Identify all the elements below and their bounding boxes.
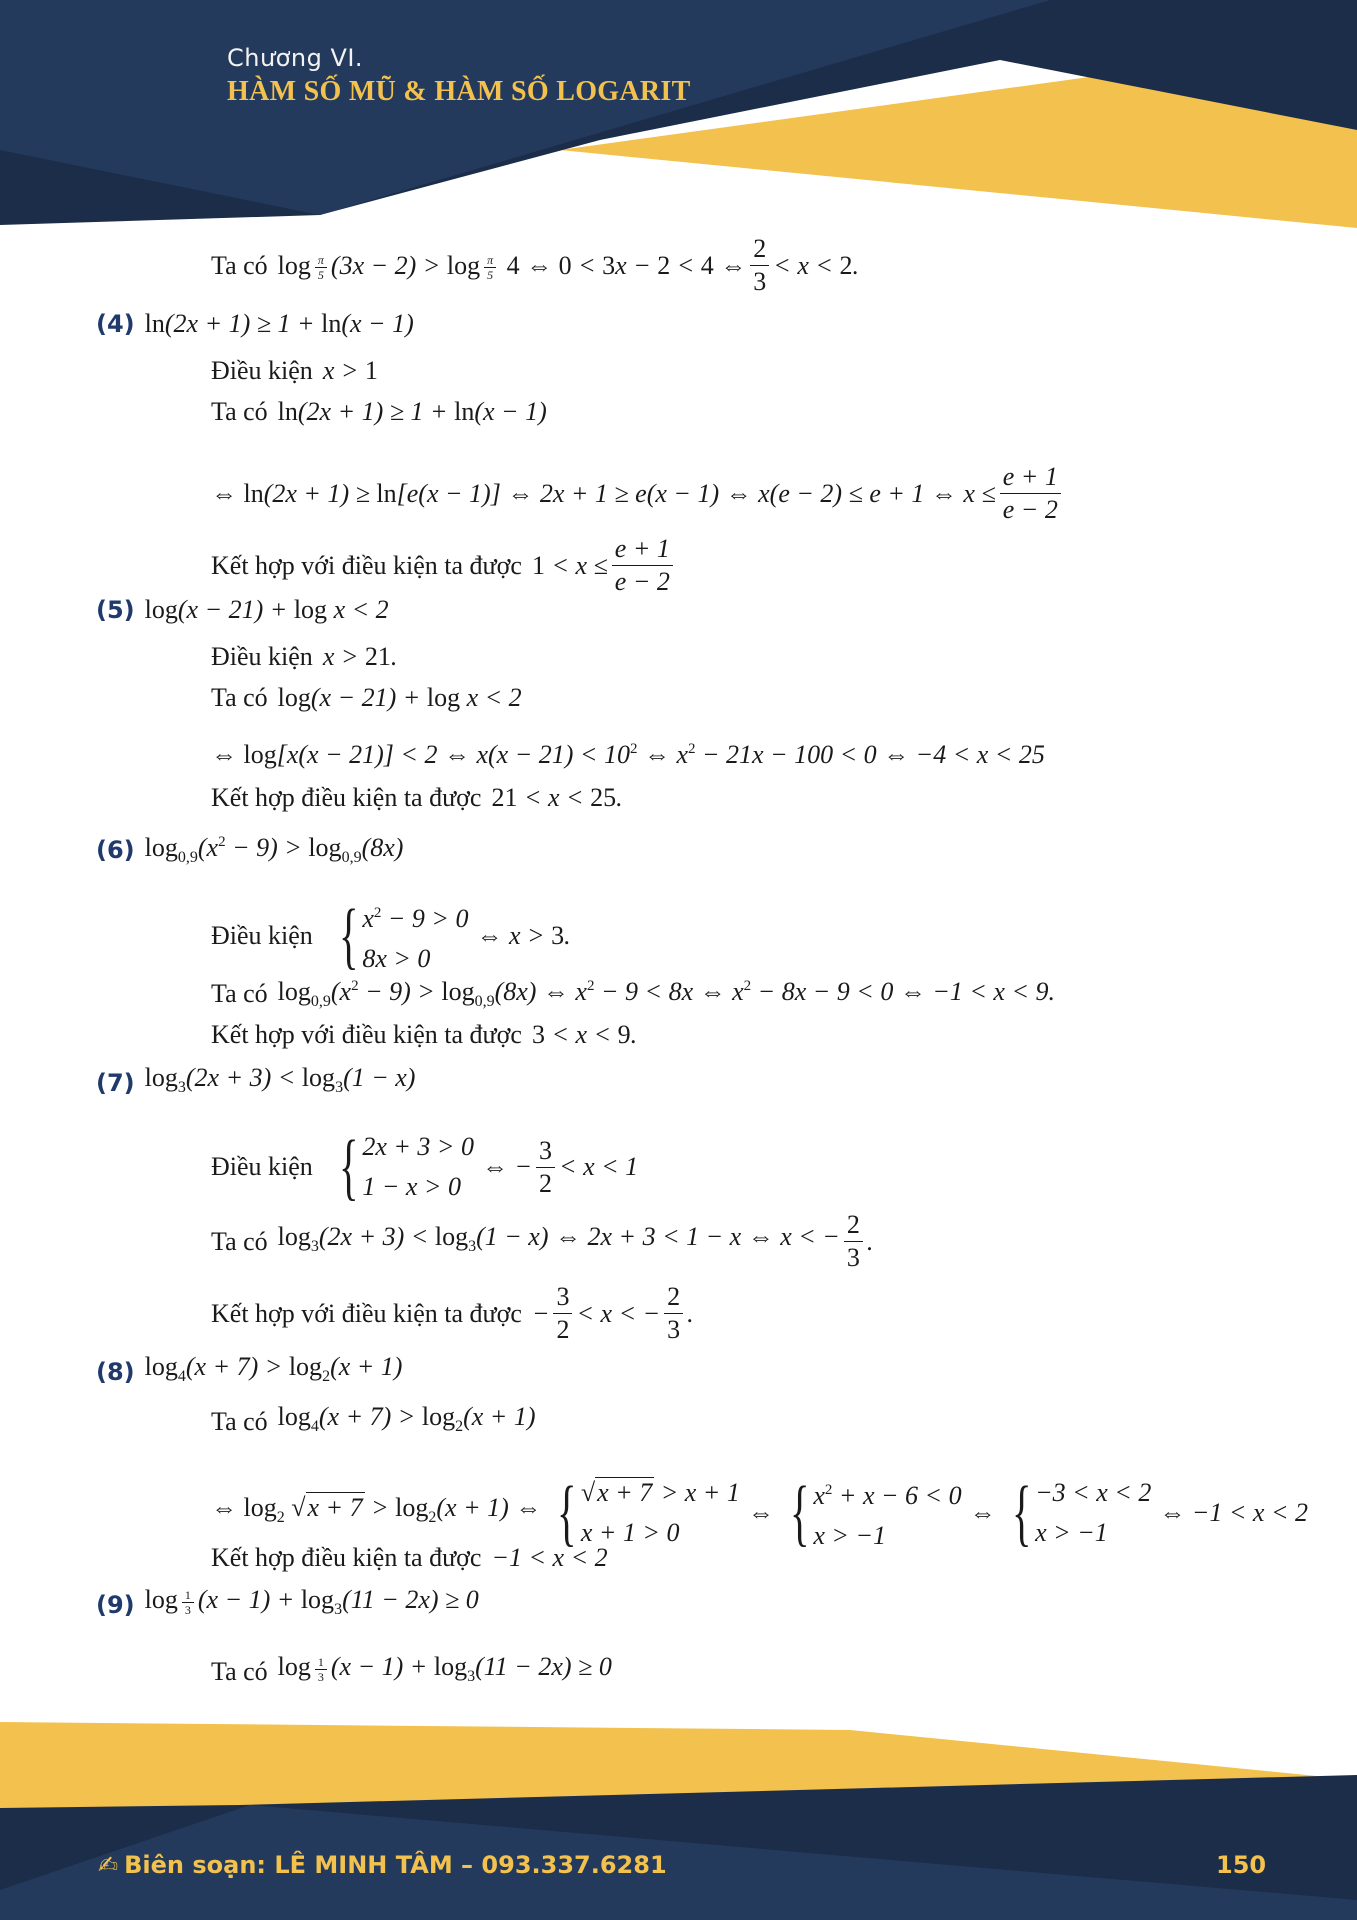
chapter-label: Chương VI.: [227, 44, 364, 72]
ket-hop-label: Kết hợp điều kiện ta được: [211, 1543, 482, 1572]
solution-line: Kết hợp với điều kiện ta được 1 < x ≤ $\frac{e + 1}{e - 2}$: [211, 533, 677, 598]
solution-line: Kết hợp điều kiện ta được −1 < x < 2: [211, 1541, 608, 1575]
problem-5: (5) log(x − 21) + log x < 2: [96, 593, 389, 627]
problem-number: (8): [96, 1358, 135, 1386]
ta-co-label: Ta có: [211, 1226, 268, 1256]
solution-line: ⇔ $\log_2 √x + 7 > \log_2(x + 1)$ ⇔ { √x + 7 > x + 1 x + 1 > 0 ⇔ { $x^2 + x - 6 < 0$ x > −1 ⇔ { −3 < x < 2 x > −1 ⇔ −1 < x < 2: [211, 1472, 1309, 1554]
solution-line: Ta có $\log_4(x + 7) > \log_2(x + 1)$: [211, 1400, 535, 1444]
solution-line: Ta có $\log_{0,9}(x^2 - 9) > \log_{0,9}(8x)$ ⇔ $x^2 - 9 < 8x$ ⇔ $x^2 - 8x - 9 < 0$ ⇔ −1 < x < 9.: [211, 977, 1056, 1010]
problem-7: (7) $\log_3(2x + 3) < \log_3(1 - x)$: [96, 1061, 415, 1105]
solution-line: Kết hợp với điều kiện ta được 3 < x < 9.: [211, 1018, 637, 1052]
chapter-title: HÀM SỐ MŨ & HÀM SỐ LOGARIT: [227, 76, 691, 107]
ta-co-label: Ta có: [211, 979, 268, 1008]
ket-hop-label: Kết hợp với điều kiện ta được: [211, 550, 522, 580]
problem-number: (5): [96, 596, 135, 624]
problem-9: (9) log $\frac{1}{3}$ $(x - 1) + \log_3(11 - 2x) \ge 0$: [96, 1583, 479, 1627]
solution-line: Điều kiện x > 1: [211, 354, 378, 388]
dieu-kien-label: Điều kiện: [211, 1152, 313, 1181]
dieu-kien-label: Điều kiện: [211, 921, 313, 950]
problem-number: (9): [96, 1591, 135, 1619]
problem-number: (6): [96, 836, 135, 864]
ket-hop-label: Kết hợp với điều kiện ta được: [211, 1020, 522, 1049]
solution-line: Ta có log $\frac{1}{3}$ $(x - 1) + \log_3(11 - 2x) \ge 0$: [211, 1650, 612, 1694]
problem-number: (4): [96, 310, 135, 338]
problem-8: (8) $\log_4(x + 7) > \log_2(x + 1)$: [96, 1350, 402, 1394]
solution-line: Kết hợp với điều kiện ta được − $\frac{3}{2}$ < x < − $\frac{2}{3}$ .: [211, 1282, 694, 1344]
chapter-header: [227, 44, 691, 108]
problem-4: (4) ln(2x + 1) ≥ 1 + ln(x − 1): [96, 307, 414, 341]
solution-line: Điều kiện { $x^2 - 9 > 0$ 8x > 0 ⇔ x > 3.: [211, 895, 571, 977]
solution-line: Điều kiện { 2x + 3 > 0 1 − x > 0 ⇔ − $\frac{3}{2}$ < x < 1: [211, 1126, 639, 1208]
ta-co-label: Ta có: [211, 397, 268, 426]
author-text: Biên soạn: LÊ MINH TÂM – 093.337.6281: [124, 1851, 667, 1879]
solution-line: Ta có log $\frac{\pi}{5}$ (3x − 2) > log $\frac{\pi}{5}$ 4 ⇔ 0 < 3x − 2 < 4 ⇔ $\frac{2}{3}$ < x < 2.: [211, 234, 859, 296]
problem-6: (6) $\log_{0,9}(x^2 - 9) > \log_{0,9}(8x)$: [96, 833, 404, 866]
ta-co-label: Ta có: [211, 250, 268, 280]
solution-line: Ta có ln(2x + 1) ≥ 1 + ln(x − 1): [211, 395, 547, 429]
solution-line: Ta có log(x − 21) + log x < 2: [211, 681, 522, 715]
ta-co-label: Ta có: [211, 1407, 268, 1436]
dieu-kien-label: Điều kiện: [211, 356, 313, 385]
solution-line: Ta có $\log_3(2x + 3) < \log_3(1 - x)$ ⇔ 2x + 3 < 1 − x ⇔ x < − $\frac{2}{3}$ .: [211, 1210, 874, 1272]
solution-line: Kết hợp điều kiện ta được 21 < x < 25.: [211, 781, 623, 815]
ket-hop-label: Kết hợp với điều kiện ta được: [211, 1298, 522, 1328]
solution-line: ⇔ log[x(x − 21)] < 2 ⇔ $x(x - 21) < 10^2$ ⇔ $x^2 - 21x - 100 < 0$ ⇔ −4 < x < 25: [211, 740, 1045, 769]
ta-co-label: Ta có: [211, 1657, 268, 1686]
footer-author: [98, 1851, 667, 1879]
solution-line: Điều kiện x > 21.: [211, 640, 397, 674]
pencil-icon: ✍: [98, 1851, 119, 1879]
ta-co-label: Ta có: [211, 683, 268, 712]
ket-hop-label: Kết hợp điều kiện ta được: [211, 783, 482, 812]
solution-line: ⇔ ln(2x + 1) ≥ ln[e(x − 1)] ⇔ 2x + 1 ≥ e(x − 1) ⇔ x(e − 2) ≤ e + 1 ⇔ x ≤ $\frac{e + 1}{e - 2}$: [211, 461, 1065, 526]
page-number: 150: [1216, 1851, 1267, 1879]
problem-number: (7): [96, 1069, 135, 1097]
dieu-kien-label: Điều kiện: [211, 642, 313, 671]
